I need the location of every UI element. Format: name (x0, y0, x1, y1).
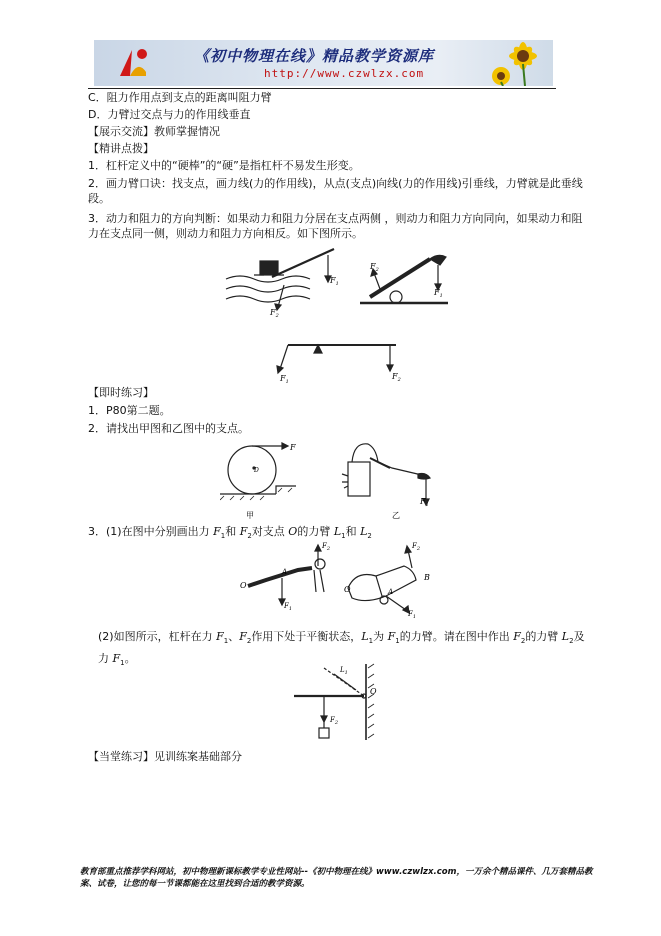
svg-text:F1: $F_1$ (280, 374, 289, 383)
question-3-part-2: (2)如图所示，杠杆在力 $F_1$、$F_2$作用下处于平衡状态，$L_1$为 $F_1$的力臂。请在图中作出 $F_2$的力臂 $L_2$及力 $F_1$。 (98, 630, 585, 668)
svg-text:F1: $F_1$ (408, 610, 417, 618)
svg-text:甲: 甲 (246, 511, 254, 520)
svg-text:F1: $F_1$ (434, 288, 443, 299)
page-footer: 教育部重点推荐学科网站，初中物理新课标教学专业性网站--《初中物理在线》www.czwlzx.com，一万余个精品课件、几万套精品教案、试卷，让您的每一节课都能在这里找到合适的教学资源。 (80, 867, 593, 889)
site-logo-icon (116, 46, 150, 80)
svg-text:F2: $F_2$ (322, 542, 331, 552)
svg-text:F1: $F_1$ (330, 276, 339, 287)
class-practice: 【当堂练习】见训练案基础部分 (88, 750, 242, 763)
header-rule (88, 88, 556, 89)
svg-text:A: A (282, 568, 288, 576)
lever-examples-figure (224, 243, 450, 321)
banner-title: 《初中物理在线》精品教学资源库 (194, 47, 435, 65)
banner-url: http://www.czwlzx.com (264, 67, 425, 80)
point-3: 3．动力和阻力的方向判断：如果动力和阻力分居在支点两侧 ，则动力和阻力方向同向，如果动力和阻力在支点同一侧，则动力和阻力方向相反。如下图所示。 (88, 212, 583, 240)
pushup-figures (236, 540, 448, 618)
svg-text:F1: $F_1$ (420, 497, 429, 508)
svg-text:D: D (254, 467, 259, 474)
svg-text:F2: $F_2$ (370, 262, 379, 273)
wall-lever-figure (290, 660, 382, 742)
point-2: 2．画力臂口诀：找支点，画力线(力的作用线)，从点(支点)向线(力的作用线)引垂线，力臂就是此垂线段。 (88, 177, 583, 205)
svg-text:F2: $F_2$ (270, 308, 279, 319)
sunflower-icon (487, 42, 549, 86)
svg-text:F2: $F_2$ (330, 716, 339, 726)
svg-text:L1: $L_1$ (340, 666, 348, 676)
key-points-heading: 【精讲点拨】 (88, 142, 154, 155)
header-banner (94, 40, 553, 86)
svg-text:乙: 乙 (392, 511, 400, 520)
svg-text:O: O (344, 585, 351, 594)
practice-heading: 【即时练习】 (88, 386, 154, 399)
balance-lever-figure (268, 337, 416, 383)
svg-text:O: O (240, 581, 247, 590)
pivot-figures-jia-yi (220, 438, 442, 520)
question-1: 1．P80第二题。 (88, 404, 171, 417)
point-1: 1．杠杆定义中的“硬棒”的“硬”是指杠杆不易发生形变。 (88, 159, 360, 172)
svg-text:F1: $F_1$ (284, 602, 293, 612)
option-c: C．阻力作用点到支点的距离叫阻力臂 (88, 91, 272, 104)
question-2: 2．请找出甲图和乙图中的支点。 (88, 422, 249, 435)
svg-text:O: O (370, 687, 377, 696)
question-3-part-1: 3．(1)在图中分别画出力 $F_1$和 $F_2$对支点 O的力臂 $L_1$和 $L_2$ (88, 525, 372, 541)
svg-text:B: B (424, 573, 430, 582)
svg-text:F: F (290, 443, 296, 452)
svg-text:F2: $F_2$ (392, 372, 401, 383)
show-exchange: 【展示交流】教师掌握情况 (88, 125, 220, 138)
option-d: D．力臂过交点与力的作用线垂直 (88, 108, 251, 121)
svg-text:F2: $F_2$ (412, 542, 421, 552)
svg-text:A: A (388, 588, 394, 596)
